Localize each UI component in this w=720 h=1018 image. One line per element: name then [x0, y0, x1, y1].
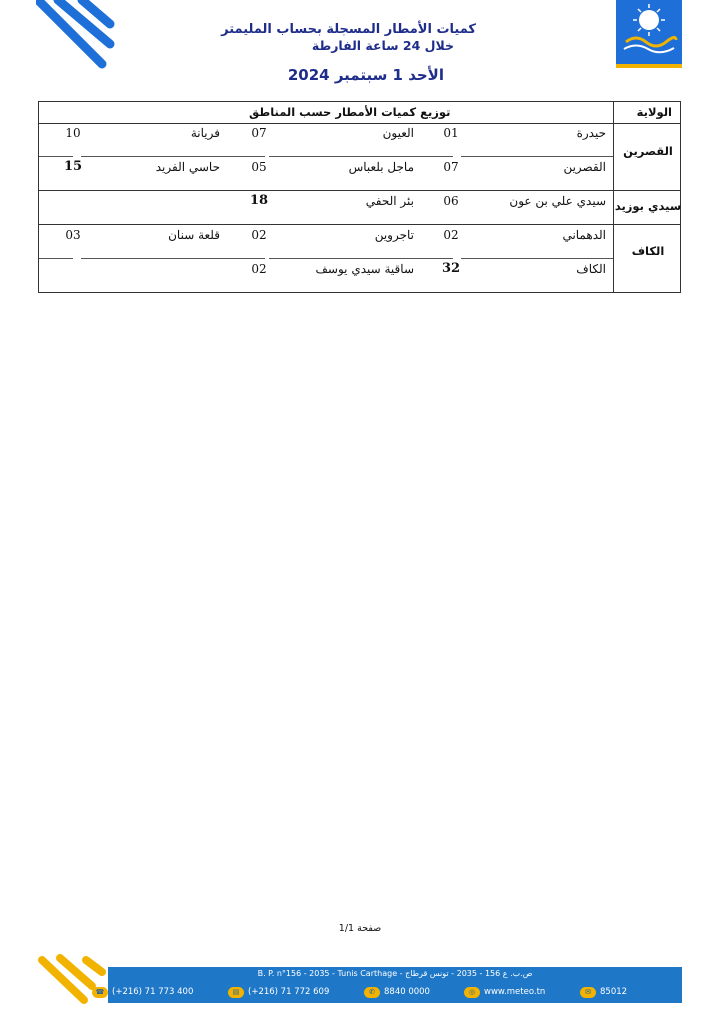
phone-number: (+216) 71 773 400: [112, 987, 194, 997]
station-name: فريانة: [190, 126, 220, 140]
governorate-column-header: الولاية: [636, 105, 672, 119]
footer-sms: [580, 984, 627, 1000]
column-divider: [613, 102, 614, 292]
rain-value: 03: [65, 228, 81, 242]
governorate-name: سيدي بوزيد: [614, 199, 682, 213]
group-divider: [39, 190, 680, 191]
rain-value: 07: [443, 160, 459, 174]
station-name: حاسي الفريد: [155, 160, 220, 174]
header-divider: [39, 123, 680, 124]
rain-value: 05: [251, 160, 267, 174]
row-underline: [461, 156, 613, 157]
governorate-name: القصرين: [623, 144, 673, 158]
rain-value: 02: [251, 228, 267, 242]
sms-icon: ✉: [580, 987, 596, 998]
footer-address: B. P. n°156 - 2035 - Tunis Carthage - ص.ب. ع 156 - 2035 - تونس قرطاج: [257, 969, 533, 978]
row-underline: [269, 258, 453, 259]
row-underline: [39, 156, 73, 157]
distribution-column-header: توزيع كميات الأمطار حسب المناطق: [249, 105, 451, 119]
institute-logo: [616, 0, 682, 68]
row-underline: [269, 156, 453, 157]
globe-icon: ◎: [464, 987, 480, 998]
station-name: الكاف: [576, 262, 606, 276]
station-name: الدهماني: [562, 228, 606, 242]
station-name: قلعة سنان: [168, 228, 220, 242]
header-decor-stripes: [36, 0, 118, 70]
row-underline: [39, 258, 73, 259]
station-name: ساقية سيدي يوسف: [315, 262, 414, 276]
report-subtitle: خلال 24 ساعة الفارطة: [311, 38, 454, 53]
rain-value-highlight: 18: [249, 193, 269, 208]
group-divider: [39, 224, 680, 225]
green-number: 8840 0000: [384, 987, 430, 997]
station-name: العيون: [382, 126, 414, 140]
rain-value: 06: [443, 194, 459, 208]
footer-contact-bar: [95, 967, 682, 1003]
rain-value: 01: [443, 126, 459, 140]
fax-number: (+216) 71 772 609: [248, 987, 330, 997]
fax-icon: ▤: [228, 987, 244, 998]
rain-value-highlight: 32: [441, 261, 461, 276]
rain-value: 07: [251, 126, 267, 140]
station-name: بئر الحفي: [365, 194, 414, 208]
station-name: القصرين: [563, 160, 606, 174]
footer-phone: [92, 984, 193, 1000]
sms-number: 85012: [600, 987, 628, 997]
station-name: ماجل بلعباس: [348, 160, 414, 174]
rain-value: 02: [443, 228, 459, 242]
station-name: سيدي علي بن عون: [509, 194, 606, 208]
footer-contacts: [95, 984, 682, 1000]
phone-icon: ☎: [92, 987, 108, 998]
footer-green-number: [364, 984, 430, 1000]
sun-wave-logo-icon: [616, 0, 682, 64]
hotline-icon: ✆: [364, 987, 380, 998]
report-date: الأحد 1 سبتمبر 2024: [287, 66, 444, 84]
footer-fax: [228, 984, 329, 1000]
row-underline: [81, 156, 265, 157]
rain-value: 02: [251, 262, 267, 276]
page-number: صفحة 1/1: [338, 923, 382, 934]
station-name: حيدرة: [576, 126, 606, 140]
rainfall-table: [38, 101, 681, 293]
footer-website[interactable]: [464, 984, 545, 1000]
rain-value: 10: [65, 126, 81, 140]
station-name: تاجروين: [374, 228, 414, 242]
report-title: كميات الأمطار المسجلة بحساب المليمتر: [221, 22, 476, 37]
website-link[interactable]: www.meteo.tn: [484, 987, 546, 997]
row-underline: [81, 258, 265, 259]
row-underline: [461, 258, 613, 259]
governorate-name: الكاف: [631, 244, 665, 258]
rain-value-highlight: 15: [63, 159, 83, 174]
